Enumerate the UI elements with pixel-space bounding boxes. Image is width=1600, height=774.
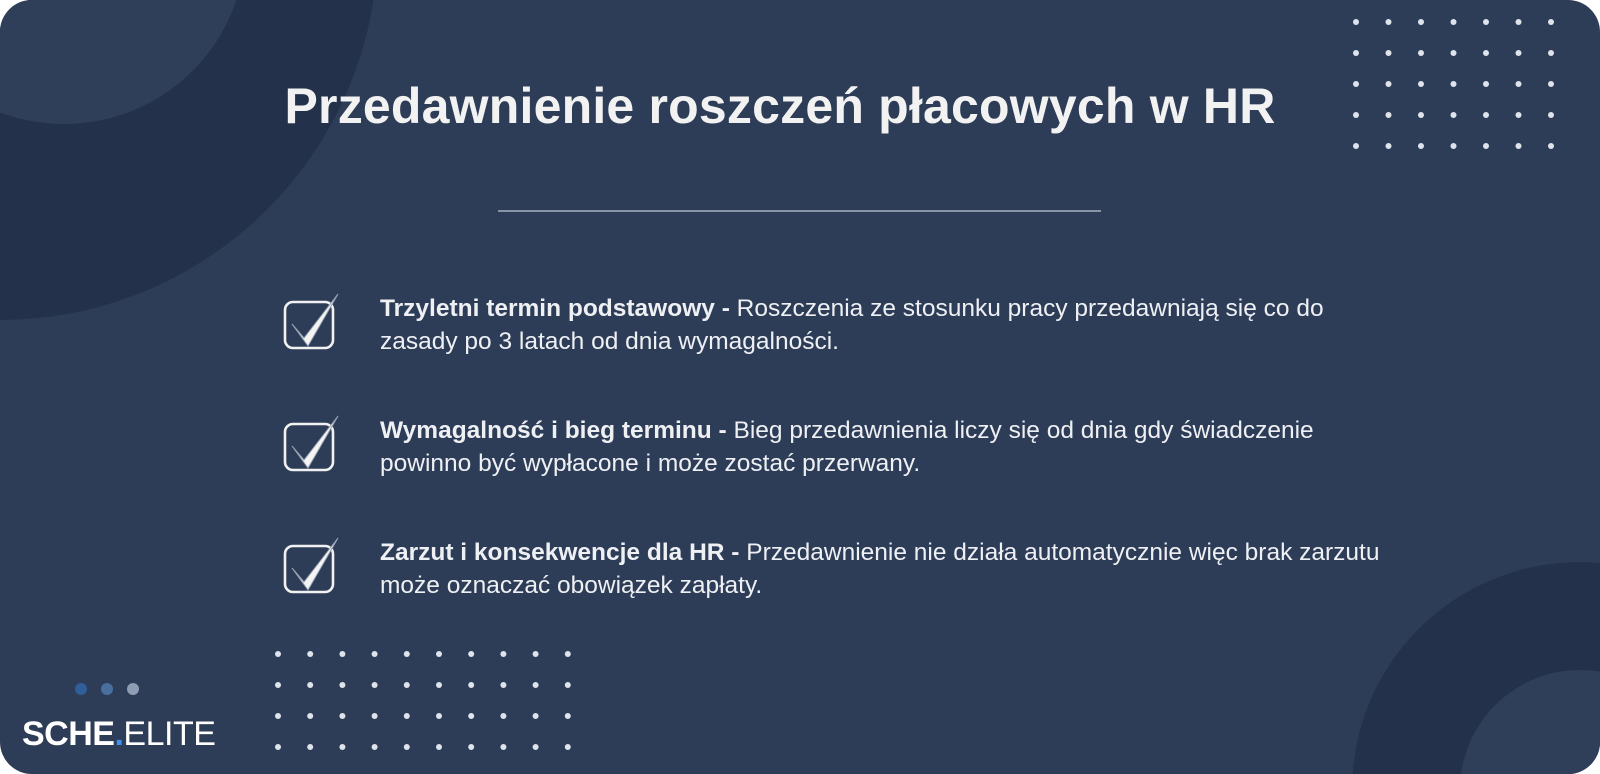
- checklist-item: [280, 412, 1390, 492]
- decor-dot: [500, 744, 506, 750]
- decor-dot: [339, 713, 345, 719]
- decor-dot: [468, 682, 474, 688]
- decor-dot: [307, 682, 313, 688]
- decor-dot: [404, 744, 410, 750]
- decor-dot: [1451, 81, 1457, 87]
- dot-grid-bottom-left: [275, 651, 571, 750]
- decor-dot: [1548, 19, 1554, 25]
- decor-dot: [468, 651, 474, 657]
- decor-dot: [1353, 112, 1359, 118]
- decor-dot: [372, 713, 378, 719]
- decor-dot: [339, 651, 345, 657]
- dot-grid-top-right: [1353, 19, 1554, 149]
- decor-dot: [565, 682, 571, 688]
- decor-dot: [565, 713, 571, 719]
- checkbox-checked-icon: [280, 290, 352, 362]
- decor-dot: [1451, 112, 1457, 118]
- decor-dot: [1386, 112, 1392, 118]
- checklist-item: [280, 534, 1390, 614]
- checklist-item-body: Roszczenia ze stosunku pracy przedawniają się co do zasady po 3 latach od dnia wymagalności.: [380, 295, 1324, 355]
- checklist-item-text: [380, 414, 1380, 480]
- decor-dot: [565, 651, 571, 657]
- decor-dot: [307, 651, 313, 657]
- decor-dot: [1353, 81, 1359, 87]
- decor-dot: [1516, 143, 1522, 149]
- decor-dot: [1516, 112, 1522, 118]
- decor-dot: [1483, 19, 1489, 25]
- decor-dot: [1386, 143, 1392, 149]
- decor-dot: [1451, 143, 1457, 149]
- logo-dots-icon: [74, 682, 144, 696]
- logo-part1: SCHE: [22, 715, 115, 753]
- decor-dot: [275, 744, 281, 750]
- brand-logo: [22, 714, 215, 754]
- decor-dot: [1418, 19, 1424, 25]
- decor-dot: [436, 651, 442, 657]
- checkbox-checked-icon: [280, 534, 352, 606]
- checklist-item-body: Przedawnienie nie działa automatycznie więc brak zarzutu może oznaczać obowiązek zapłaty.: [380, 539, 1380, 599]
- decor-dot: [275, 651, 281, 657]
- decor-dot: [565, 744, 571, 750]
- decor-dot: [275, 682, 281, 688]
- decor-dot: [275, 713, 281, 719]
- decor-dot: [404, 713, 410, 719]
- decor-dot: [436, 744, 442, 750]
- decor-dot: [1548, 112, 1554, 118]
- decor-dot: [533, 744, 539, 750]
- decor-dot: [339, 682, 345, 688]
- decor-dot: [1386, 19, 1392, 25]
- decor-dot: [1386, 81, 1392, 87]
- decor-dot: [372, 651, 378, 657]
- decor-dot: [1451, 50, 1457, 56]
- logo-separator: .: [114, 715, 124, 753]
- decor-dot: [1516, 50, 1522, 56]
- decor-dot: [307, 744, 313, 750]
- checklist-item-text: [380, 292, 1380, 358]
- decor-dot: [1418, 50, 1424, 56]
- decor-dot: [1483, 81, 1489, 87]
- decor-dot: [1483, 112, 1489, 118]
- decor-dot: [1418, 112, 1424, 118]
- decor-dot: [468, 744, 474, 750]
- checklist-item-heading: Trzyletni termin podstawowy -: [380, 295, 730, 322]
- decor-dot: [1353, 19, 1359, 25]
- decor-dot: [372, 744, 378, 750]
- decor-dot: [468, 713, 474, 719]
- decor-dot: [1418, 81, 1424, 87]
- checklist-item: [280, 290, 1390, 370]
- decor-dot: [1548, 50, 1554, 56]
- decor-dot: [1483, 50, 1489, 56]
- decor-dot: [500, 713, 506, 719]
- checklist-item-body: Bieg przedawnienia liczy się od dnia gdy świadczenie powinno być wypłacone i może zostać przerwany.: [380, 417, 1314, 477]
- decor-dot: [533, 682, 539, 688]
- decor-dot: [339, 744, 345, 750]
- decor-dot: [1516, 19, 1522, 25]
- decor-dot: [1353, 50, 1359, 56]
- decor-dot: [404, 651, 410, 657]
- title-divider: [498, 210, 1101, 212]
- checklist-item-heading: Zarzut i konsekwencje dla HR -: [380, 539, 740, 566]
- decor-dot: [436, 682, 442, 688]
- decor-dot: [1418, 143, 1424, 149]
- decor-dot: [372, 682, 378, 688]
- decor-dot: [1483, 143, 1489, 149]
- decor-dot: [533, 713, 539, 719]
- decor-dot: [533, 651, 539, 657]
- decor-dot: [1548, 143, 1554, 149]
- decor-dot: [307, 713, 313, 719]
- decor-dot: [436, 713, 442, 719]
- logo-part2: ELITE: [123, 715, 216, 753]
- decor-dot: [1353, 143, 1359, 149]
- decor-dot: [500, 682, 506, 688]
- decor-dot: [500, 651, 506, 657]
- checkbox-checked-icon: [280, 412, 352, 484]
- decor-dot: [404, 682, 410, 688]
- page-title: Przedawnienie roszczeń płacowych w HR: [284, 78, 1276, 134]
- checklist-item-heading: Wymagalność i bieg terminu -: [380, 417, 727, 444]
- decor-dot: [1548, 81, 1554, 87]
- decor-dot: [1451, 19, 1457, 25]
- checklist-item-text: [380, 536, 1380, 602]
- decor-dot: [1516, 81, 1522, 87]
- decor-dot: [1386, 50, 1392, 56]
